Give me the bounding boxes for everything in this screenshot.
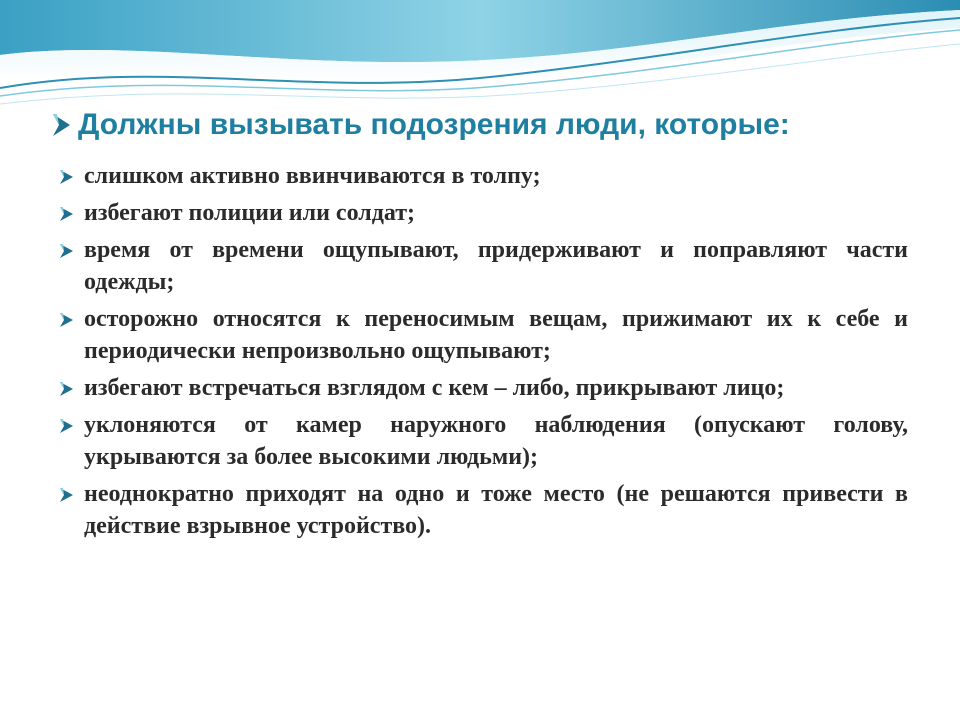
list-item bbox=[58, 160, 908, 192]
arrow-check-icon bbox=[50, 110, 76, 140]
arrow-check-icon bbox=[58, 485, 78, 505]
list-item-text: избегают полиции или солдат; bbox=[84, 200, 416, 226]
list-item-text: осторожно относятся к переносимым вещам, прижимают их к себе и периодически непроизвольно ощупывают; bbox=[84, 306, 908, 364]
list-item-text: время от времени ощупывают, придерживают и поправляют части одежды; bbox=[84, 237, 908, 295]
list-item-text: избегают встречаться взглядом с кем – либо, прикрывают лицо; bbox=[84, 375, 785, 401]
list-item bbox=[58, 478, 908, 542]
list-item bbox=[58, 372, 908, 404]
slide-title bbox=[50, 108, 930, 142]
wave-header-decoration bbox=[0, 0, 960, 120]
arrow-check-icon bbox=[58, 379, 78, 399]
list-item-text: слишком активно ввинчиваются в толпу; bbox=[84, 163, 541, 189]
list-item bbox=[58, 197, 908, 229]
arrow-check-icon bbox=[58, 204, 78, 224]
arrow-check-icon bbox=[58, 416, 78, 436]
list-item bbox=[58, 303, 908, 367]
arrow-check-icon bbox=[58, 310, 78, 330]
list-item-text: неоднократно приходят на одно и тоже место (не решаются привести в действие взрывное устройство). bbox=[84, 481, 908, 539]
list-item bbox=[58, 234, 908, 298]
arrow-check-icon bbox=[58, 167, 78, 187]
bullet-list bbox=[58, 160, 908, 547]
arrow-check-icon bbox=[58, 241, 78, 261]
list-item bbox=[58, 409, 908, 473]
list-item-text: уклоняются от камер наружного наблюдения (опускают голову, укрываются за более высокими людьми); bbox=[84, 412, 908, 470]
slide-title-text: Должны вызывать подозрения люди, которые: bbox=[78, 108, 790, 141]
